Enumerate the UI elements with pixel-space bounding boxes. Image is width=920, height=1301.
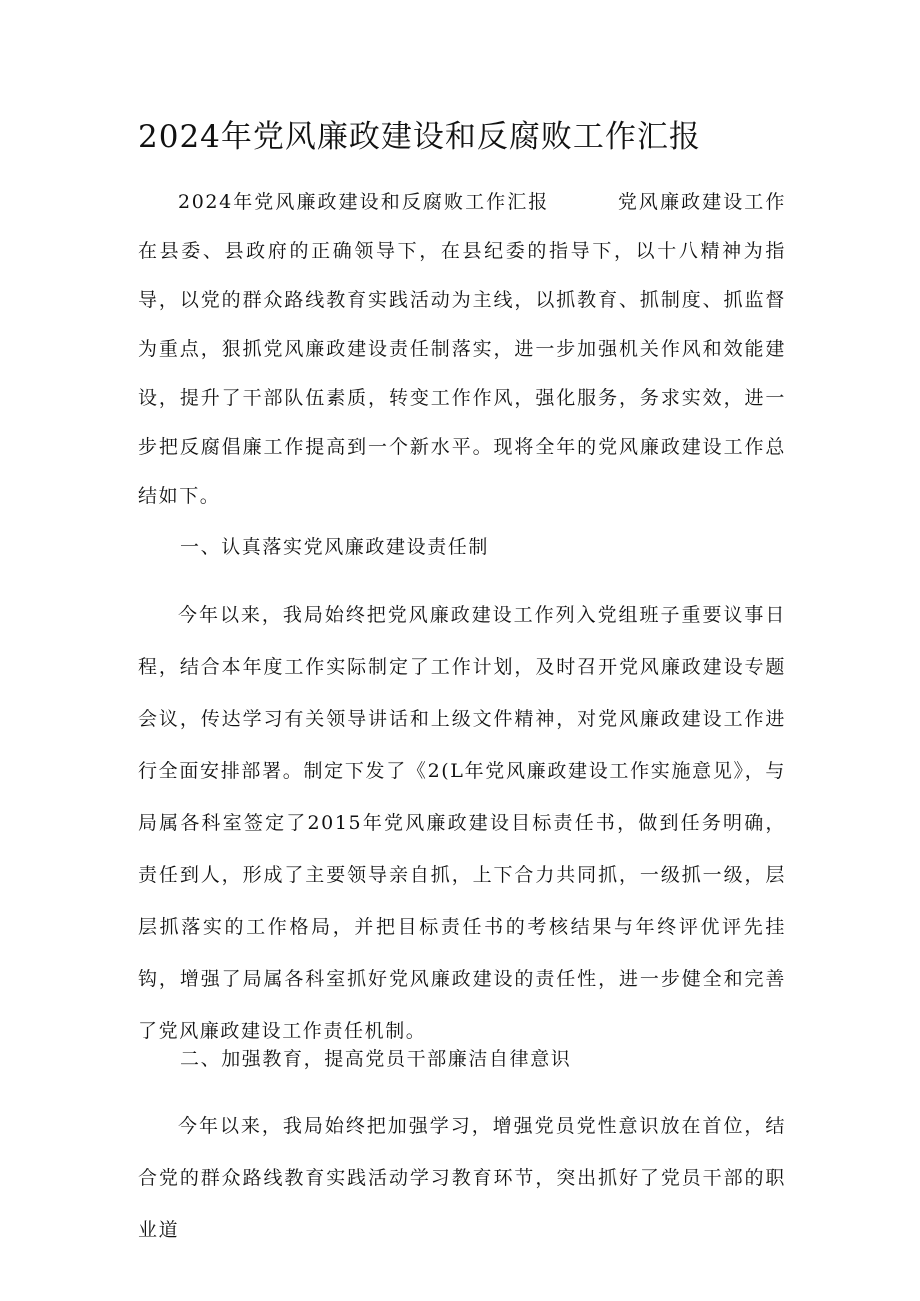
intro-lead: 2024年党风廉政建设和反腐败工作汇报	[178, 191, 550, 213]
section-heading-2: 二、加强教育，提高党员干部廉洁自律意识	[180, 1048, 572, 1070]
section-body-1: 今年以来，我局始终把党风廉政建设工作列入党组班子重要议事日程，结合本年度工作实际制定了工作计划，及时召开党风廉政建设专题会议，传达学习有关领导讲话和上级文件精神，对党风廉政建设工作进行全面安排部署。制定下发了《2(L年党风廉政建设工作实施意见》，与局属各科室签定了2015年党风廉政建设目标责任书，做到任务明确，责任到人，形成了主要领导亲自抓，上下合力共同抓，一级抓一级，层层抓落实的工作格局，并把目标责任书的考核结果与年终评优评先挂钩，增强了局属各科室抓好党风廉政建设的责任性，进一步健全和完善了党风廉政建设工作责任机制。	[138, 604, 786, 1042]
intro-paragraph	[138, 178, 786, 521]
document-title: 2024年党风廉政建设和反腐败工作汇报	[138, 119, 701, 155]
intro-text: 党风廉政建设工作在县委、县政府的正确领导下，在县纪委的指导下，以十八精神为指导，以党的群众路线教育实践活动为主线，以抓教育、抓制度、抓监督为重点，狠抓党风廉政建设责任制落实，进一步加强机关作风和效能建设，提升了干部队伍素质，转变工作作风，强化服务，务求实效，进一步把反腐倡廉工作提高到一个新水平。现将全年的党风廉政建设工作总结如下。	[138, 191, 786, 507]
section-body-2: 今年以来，我局始终把加强学习，增强党员党性意识放在首位，结合党的群众路线教育实践活动学习教育环节，突出抓好了党员干部的职业道	[138, 1115, 786, 1241]
section-heading-1: 一、认真落实党风廉政建设责任制	[180, 536, 490, 558]
